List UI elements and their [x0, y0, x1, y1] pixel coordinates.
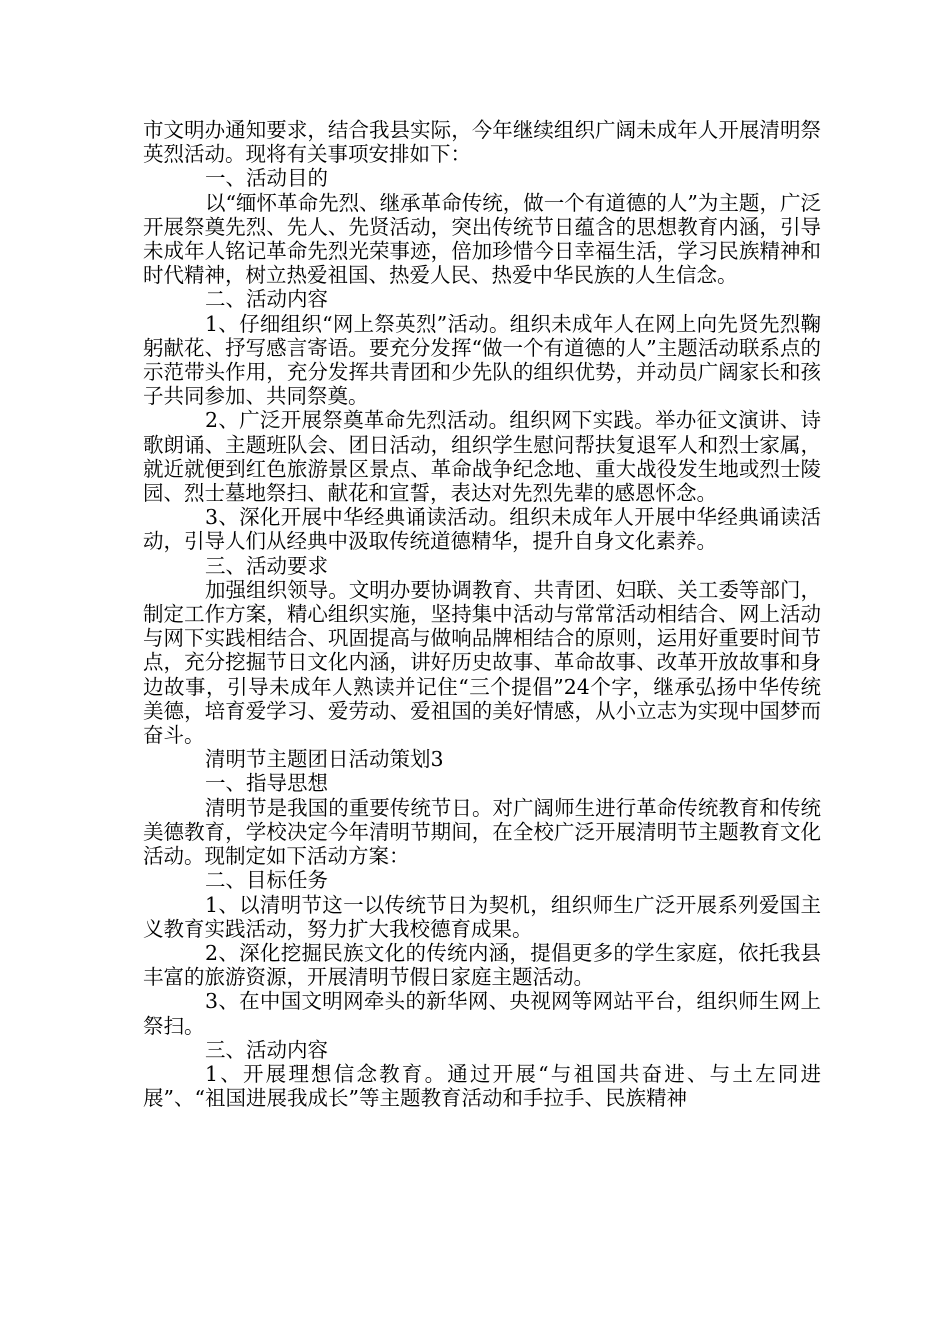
document-page — [143, 118, 821, 1110]
heading-content: 二、活动内容 — [205, 287, 328, 312]
paragraph-content-2: 2、广泛开展祭奠革命先烈活动。组织网下实践。举办征文演讲、诗歌朗诵、主题班队会、团日活动，组织学生慰问帮扶复退军人和烈士家属，就近就便到红色旅游景区景点、革命战争纪念地、重大战役发生地或烈士陵园、烈士墓地祭扫、献花和宣誓，表达对先烈先辈的感恩怀念。 — [143, 408, 821, 506]
heading-purpose: 一、活动目的 — [205, 166, 328, 191]
heading-objectives: 二、目标任务 — [205, 868, 328, 893]
paragraph-content-1: 1、仔细组织“网上祭英烈”活动。组织未成年人在网上向先贤先烈鞠躬献花、抒写感言寄语。要充分发挥“做一个有道德的人”主题活动联系点的示范带头作用，充分发挥共青团和少先队的组织优势，并动员广阔家长和孩子共同参加、共同祭奠。 — [143, 311, 821, 409]
heading-requirements: 三、活动要求 — [205, 553, 328, 578]
paragraph-objective-3: 3、在中国文明网牵头的新华网、央视网等网站平台，组织师生网上祭扫。 — [143, 989, 821, 1038]
paragraph-guiding-thought: 清明节是我国的重要传统节日。对广阔师生进行革命传统教育和传统美德教育，学校决定今年清明节期间，在全校广泛开展清明节主题教育文化活动。现制定如下活动方案： — [143, 795, 821, 869]
paragraph-content-3: 3、深化开展中华经典诵读活动。组织未成年人开展中华经典诵读活动，引导人们从经典中汲取传统道德精华，提升自身文化素养。 — [143, 505, 821, 554]
paragraph-objective-2: 2、深化挖掘民族文化的传统内涵，提倡更多的学生家庭，依托我县丰富的旅游资源，开展清明节假日家庭主题活动。 — [143, 940, 821, 990]
section-title-plan-3: 清明节主题团日活动策划3 — [205, 747, 444, 772]
paragraph-requirements: 加强组织领导。文明办要协调教育、共青团、妇联、关工委等部门，制定工作方案，精心组织实施，坚持集中活动与常常活动相结合、网上活动与网下实践相结合、巩固提高与做响品牌相结合的原则，运用好重要时间节点，充分挖掘节日文化内涵，讲好历史故事、革命故事、改革开放故事和身边故事，引导未成年人熟读并记住“三个提倡”24个字，继承弘扬中华传统美德，培育爱学习、爱劳动、爱祖国的美好情感，从小立志为实现中国梦而奋斗。 — [143, 577, 821, 748]
paragraph-purpose: 以“缅怀革命先烈、继承革命传统，做一个有道德的人”为主题，广泛开展祭奠先烈、先人、先贤活动，突出传统节日蕴含的思想教育内涵，引导未成年人铭记革命先烈光荣事迹，倍加珍惜今日幸福生活，学习民族精神和时代精神，树立热爱祖国、热爱人民、热爱中华民族的人生信念。 — [143, 190, 821, 288]
paragraph-objective-1: 1、以清明节这一以传统节日为契机，组织师生广泛开展系列爱国主义教育实践活动，努力扩大我校德育成果。 — [143, 892, 821, 941]
paragraph-activity-1: 1、开展理想信念教育。通过开展“与祖国共奋进、与土左同进展”、“祖国进展我成长”等主题教育活动和手拉手、民族精神 — [143, 1061, 821, 1111]
paragraph-intro: 市文明办通知要求，结合我县实际，今年继续组织广阔未成年人开展清明祭英烈活动。现将有关事项安排如下： — [143, 118, 821, 167]
heading-guiding-thought: 一、指导思想 — [205, 771, 328, 796]
heading-activity-content: 三、活动内容 — [205, 1037, 328, 1062]
